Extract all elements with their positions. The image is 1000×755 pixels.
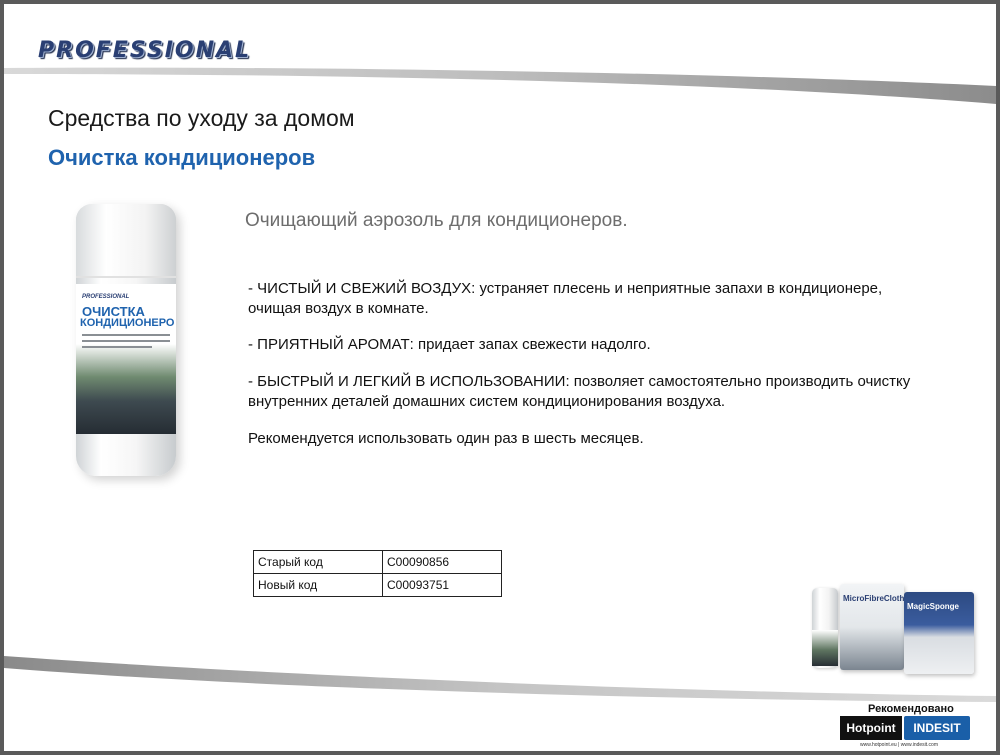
bottle-cap: [76, 204, 176, 278]
indesit-logo: INDESIT: [904, 716, 970, 740]
bottle-label: [76, 284, 176, 434]
brand-urls: www.hotpoint.eu | www.indesit.com: [860, 742, 939, 748]
hotpoint-logo: Hotpoint: [840, 716, 902, 740]
bottle-brand-text: PROFESSIONAL: [82, 294, 130, 300]
professional-logo: PROFESSIONAL: [38, 38, 252, 63]
bottom-swoosh: [4, 644, 996, 704]
section-title: Очистка кондиционеров: [48, 145, 316, 170]
bottle-name-line1: ОЧИСТКА: [82, 304, 145, 319]
page-title: Средства по уходу за домом: [48, 105, 355, 131]
table-row: [254, 551, 502, 574]
sponge-pack-title: MagicSponge: [907, 602, 960, 611]
recommended-label: Рекомендовано: [868, 703, 954, 715]
code-label: Новый код: [254, 574, 383, 597]
product-description: Очищающий аэрозоль для кондиционеров.: [245, 210, 628, 231]
code-value: C00093751: [383, 574, 502, 597]
cloth-pack-title: MicroFibreCloth: [843, 594, 904, 603]
bottle-name-line2: КОНДИЦИОНЕРО: [80, 317, 175, 329]
feature-item: - ЧИСТЫЙ И СВЕЖИЙ ВОЗДУХ: устраняет плесень и неприятные запахи в кондиционере, очищая воздух в комнате.: [248, 280, 883, 317]
bottle-fine-print: [82, 340, 170, 342]
product-bottle-image: [76, 204, 176, 476]
code-value: C00090856: [383, 551, 502, 574]
code-label: Старый код: [254, 551, 383, 574]
usage-recommendation: Рекомендуется использовать один раз в шесть месяцев.: [248, 430, 644, 447]
feature-item: - БЫСТРЫЙ И ЛЕГКИЙ В ИСПОЛЬЗОВАНИИ: позволяет самостоятельно производить очистку внутренних деталей домашних систем кондиционирования воздуха.: [248, 373, 911, 410]
bottle-fine-print: [82, 334, 170, 336]
product-codes-table: [253, 550, 502, 597]
feature-item: - ПРИЯТНЫЙ АРОМАТ: придает запах свежести надолго.: [248, 336, 651, 353]
slide: [4, 4, 996, 751]
table-row: [254, 574, 502, 597]
bottle-fine-print: [82, 346, 152, 348]
